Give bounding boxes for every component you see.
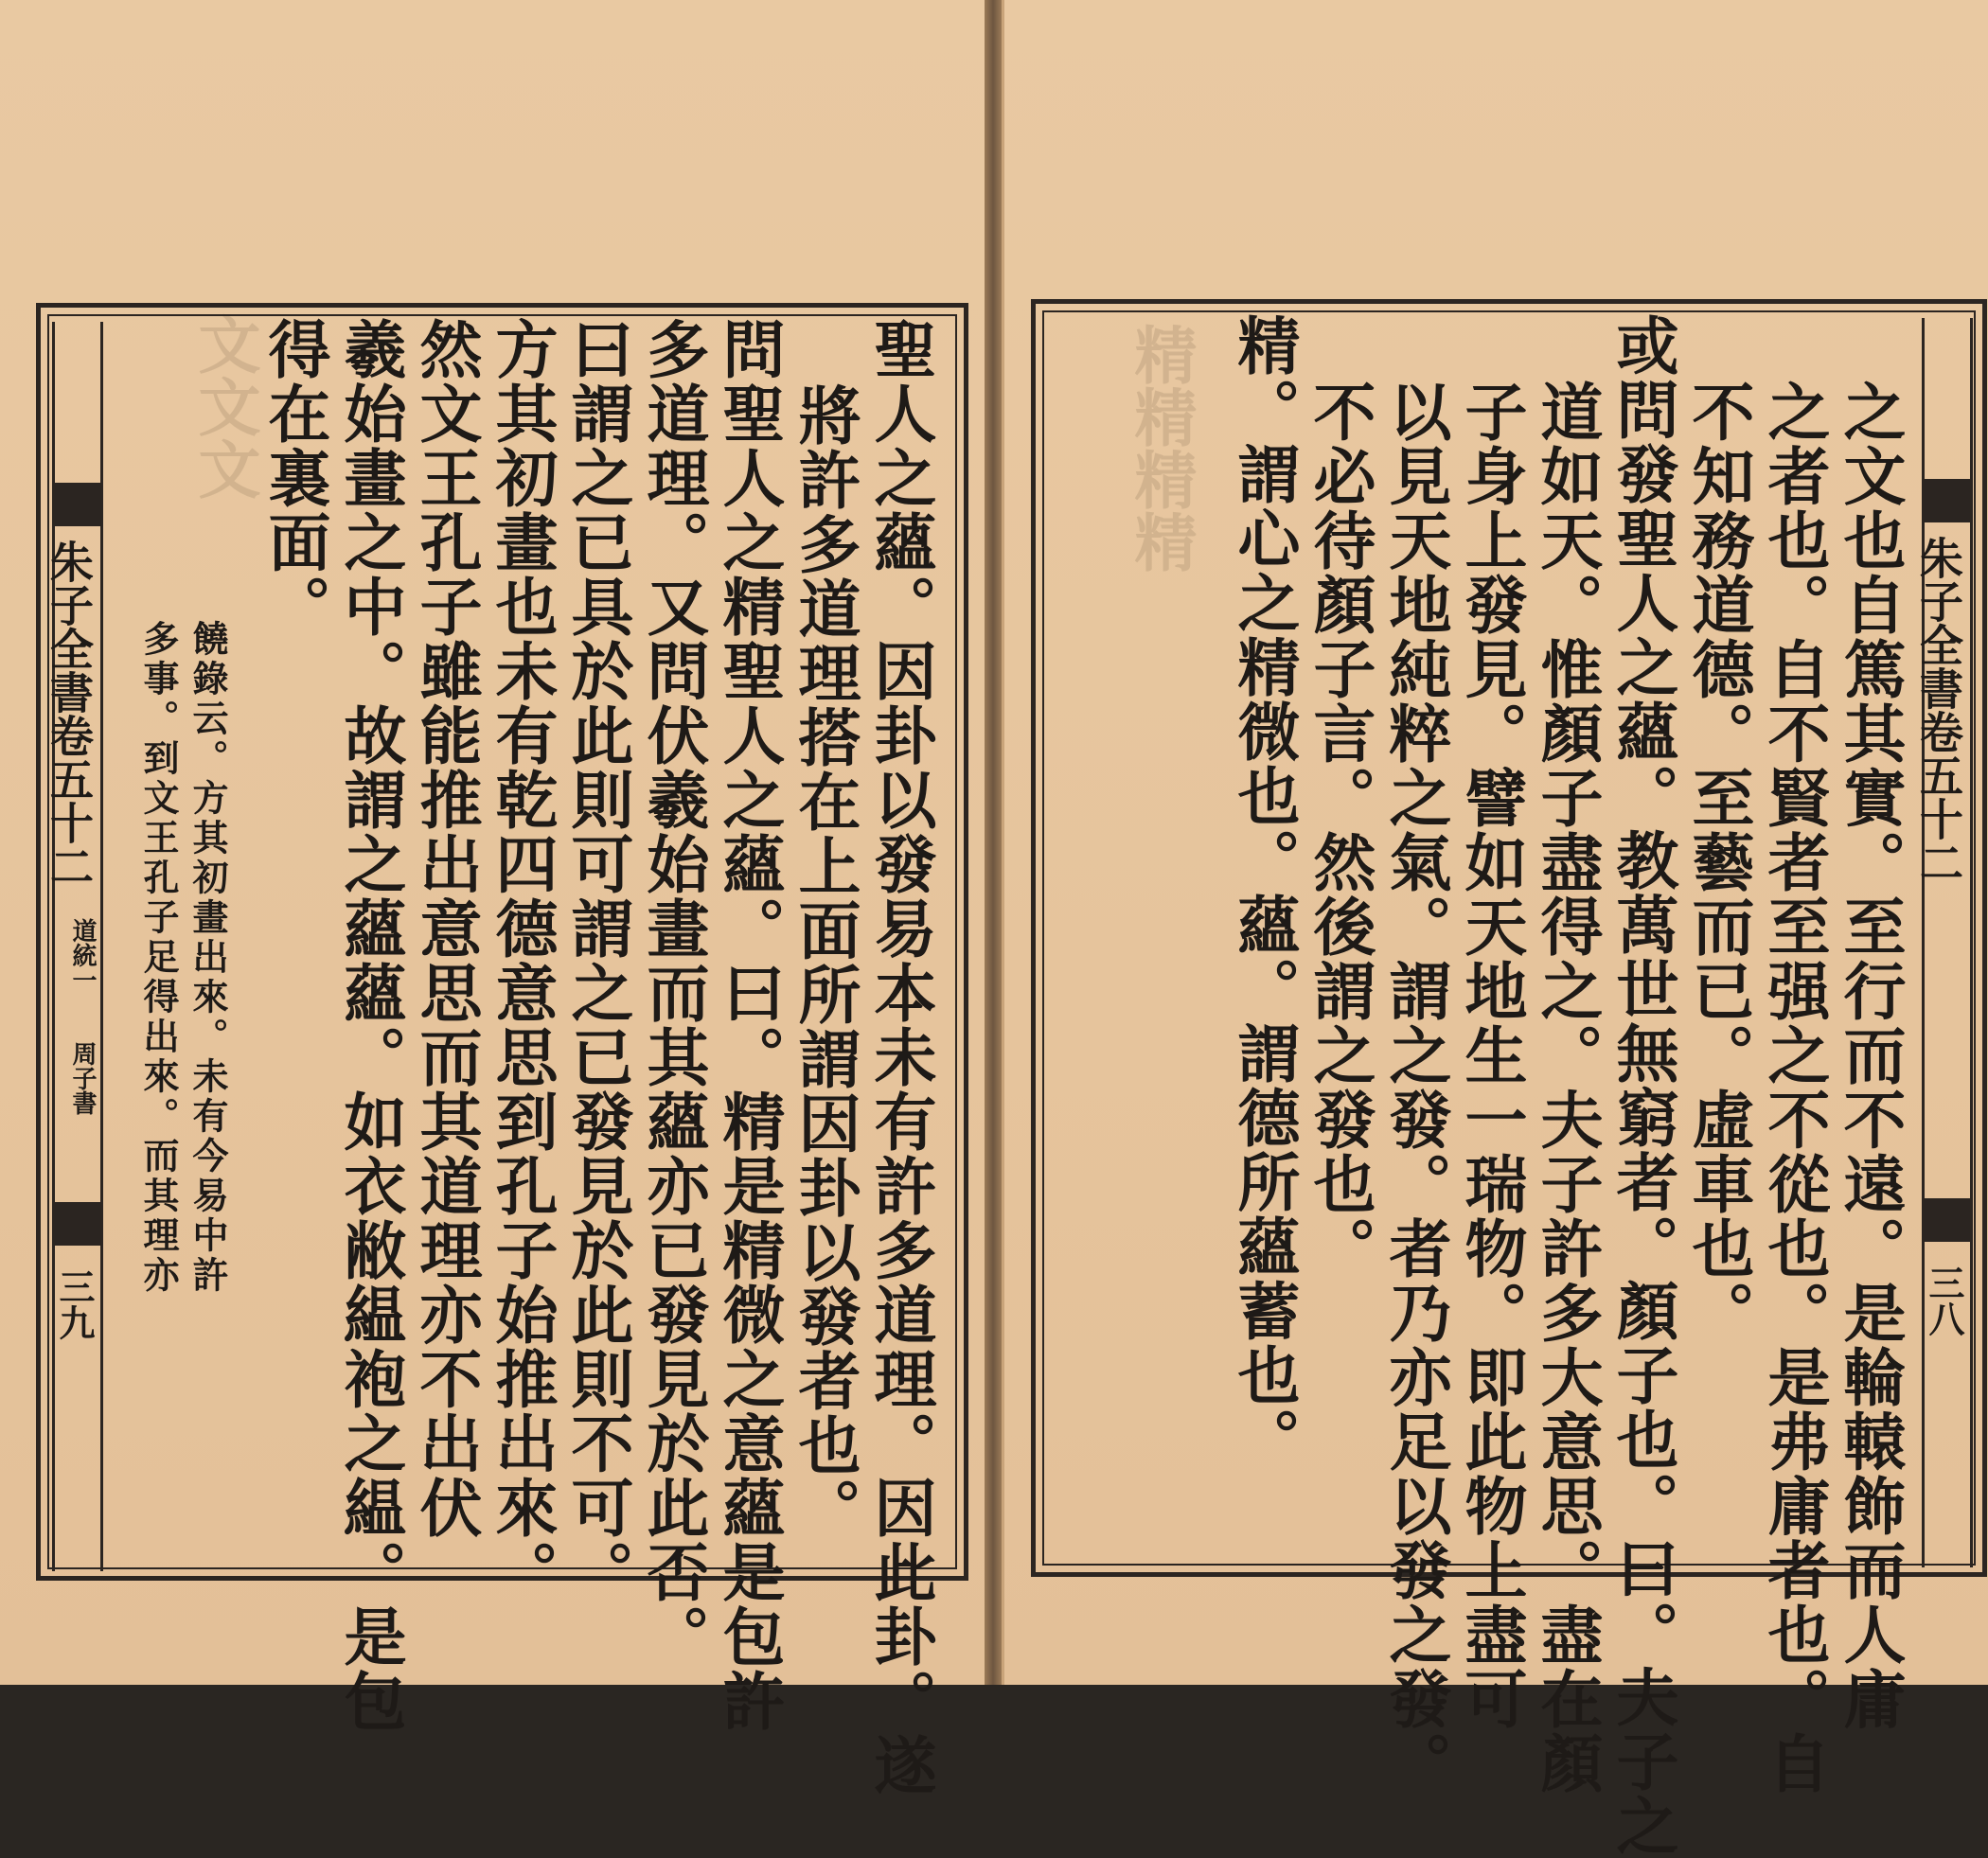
book-gutter: [985, 0, 1002, 1685]
right-column-2: 之者也。自不賢者至强之不從也。是弗庸者也。自: [1757, 380, 1831, 1796]
spine-folio: 三八: [1923, 1265, 1965, 1336]
fishtail-mark-top: [1922, 479, 1973, 522]
left-column-1: 聖人之蘊。因卦以發易本未有許多道理。因此卦。遂: [863, 317, 937, 1797]
right-column-3: 不知務道德。至藝而已。虛車也。: [1681, 380, 1755, 1345]
right-column-5: 道如天。惟顏子盡得之。夫子許多大意思。盡在顏: [1530, 380, 1604, 1796]
right-column-9: 精。謂心之精微也。蘊。謂德所蘊蓄也。: [1227, 313, 1301, 1472]
right-column-7: 以見天地純粹之氣。謂之發。者乃亦足以發之發。: [1378, 380, 1452, 1796]
left-column-7: 然文王孔子雖能推出意思而其道理亦不出伏: [409, 317, 483, 1540]
spine-folio: 三九: [53, 1268, 96, 1340]
right-column-8: 不必待顏子言。然後謂之發也。: [1303, 380, 1376, 1281]
right-column-4: 或問發聖人之蘊。教萬世無窮者。顏子也。曰。夫子之: [1606, 313, 1679, 1858]
spine-title: 朱子全書卷五十二: [1913, 536, 1964, 884]
bleed-through-text: 文文文: [187, 312, 261, 500]
left-spine-column: [44, 322, 103, 1571]
left-column-9: 得在裏面。: [257, 317, 331, 639]
annotation-line-1: 饒錄云。方其初畫出來。未有今易中許: [186, 620, 229, 1296]
right-page: [1002, 0, 1988, 1858]
left-column-5: 曰謂之已具於此則可謂之已發見於此則不可。: [560, 317, 634, 1604]
right-spine-column: [1913, 318, 1973, 1567]
left-column-4: 多道理。又問伏羲始畫而其蘊亦已發見於此否。: [636, 317, 710, 1669]
left-column-2: 將許多道理搭在上面所謂因卦以發者也。: [788, 383, 861, 1542]
left-page: [0, 0, 987, 1797]
spine-subsection: 周子書: [68, 1041, 97, 1115]
right-column-6: 子身上發見。譬如天地生一瑞物。即此物上盡可: [1454, 380, 1528, 1731]
left-page-border: [36, 303, 968, 1797]
left-column-6: 方其初畫也未有乾四德意思到孔子始推出來。: [485, 317, 559, 1604]
spine-title: 朱子全書卷五十二: [44, 540, 95, 888]
left-annotation: [137, 620, 229, 1296]
fishtail-mark-top: [52, 483, 103, 526]
spine-section: 道統一: [68, 918, 97, 992]
left-column-3: 問聖人之精聖人之蘊。曰。精是精微之意蘊是包許: [712, 317, 786, 1733]
fishtail-mark-bottom: [52, 1202, 103, 1246]
right-column-1: 之文也自篤其實。至行而不遠。是輪轅飾而人庸: [1833, 380, 1907, 1731]
fishtail-mark-bottom: [1922, 1198, 1973, 1242]
bleed-through-text: 精精精精: [1124, 323, 1198, 573]
left-column-8: 羲始畫之中。故謂之蘊蘊。如衣敝緼袍之緼。是包: [333, 317, 407, 1733]
annotation-line-2: 多事。到文王孔子足得出來。而其理亦: [137, 620, 180, 1296]
right-page-border: [1031, 299, 1987, 1858]
